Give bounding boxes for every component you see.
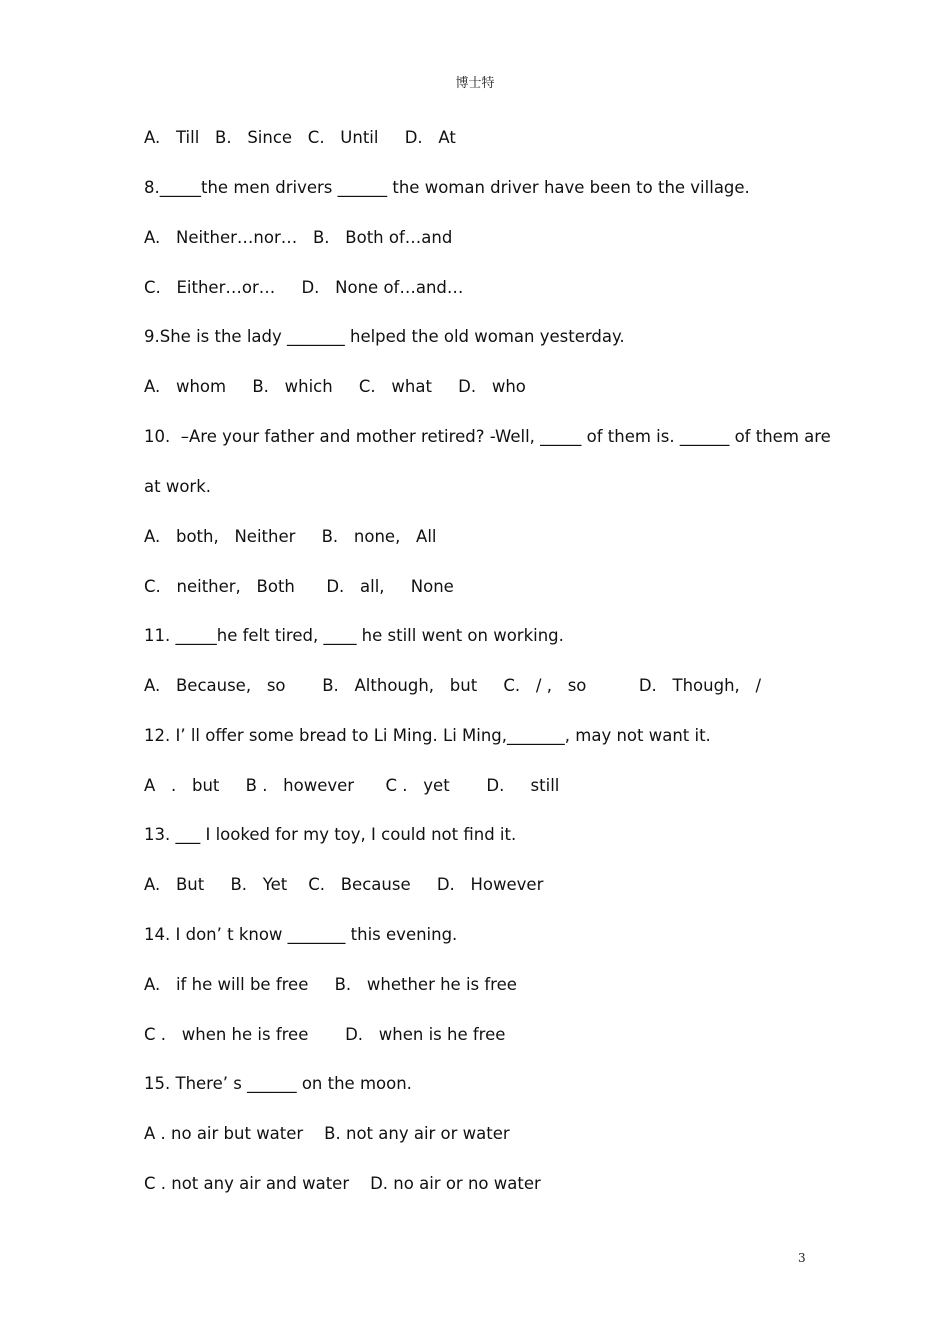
options-q14-ab: A. if he will be free B. whether he is free: [144, 975, 517, 994]
options-q7: A. Till B. Since C. Until D. At: [144, 128, 456, 147]
question-10-continued: at work.: [144, 477, 211, 496]
question-8: 8._____the men drivers ______ the woman driver have been to the village.: [144, 178, 750, 197]
question-14: 14. I don’ t know _______ this evening.: [144, 925, 458, 944]
options-q14-cd: C . when he is free D. when is he free: [144, 1025, 506, 1044]
question-12: 12. I’ ll offer some bread to Li Ming. Li Ming,_______, may not want it.: [144, 726, 711, 745]
options-q15-ab: A . no air but water B. not any air or water: [144, 1124, 510, 1143]
page-number: 3: [798, 1251, 806, 1265]
options-q10-ab: A. both, Neither B. none, All: [144, 527, 437, 546]
question-9: 9.She is the lady _______ helped the old woman yesterday.: [144, 327, 625, 346]
options-q8-ab: A. Neither…nor… B. Both of…and: [144, 228, 453, 247]
question-10: 10. –Are your father and mother retired? -Well, _____ of them is. ______ of them are: [144, 427, 831, 446]
options-q12: A . but B . however C . yet D. still: [144, 776, 560, 795]
options-q8-cd: C. Either…or… D. None of…and…: [144, 278, 464, 297]
options-q9: A. whom B. which C. what D. who: [144, 377, 526, 396]
options-q11: A. Because, so B. Although, but C. / , so D. Though, /: [144, 676, 762, 695]
question-11: 11. _____he felt tired, ____ he still went on working.: [144, 626, 564, 645]
question-15: 15. There’ s ______ on the moon.: [144, 1074, 412, 1093]
page-header: 博士特: [455, 76, 495, 91]
options-q13: A. But B. Yet C. Because D. However: [144, 875, 544, 894]
options-q15-cd: C . not any air and water D. no air or no water: [144, 1174, 541, 1193]
options-q10-cd: C. neither, Both D. all, None: [144, 577, 454, 596]
question-13: 13. ___ I looked for my toy, I could not find it.: [144, 825, 517, 844]
